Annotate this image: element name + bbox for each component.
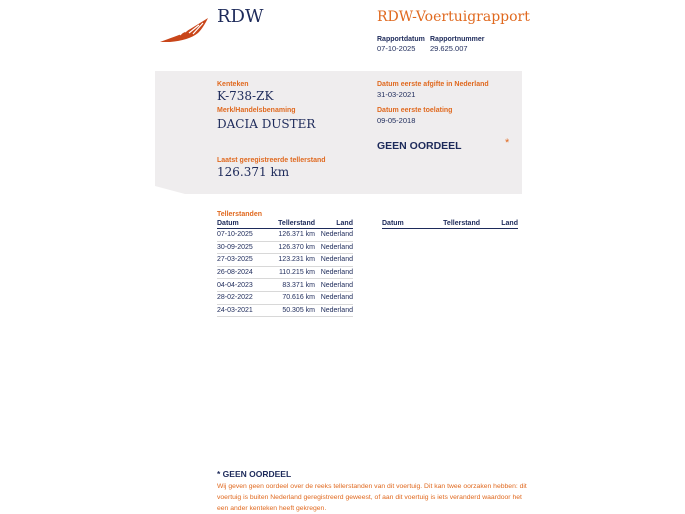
row-reading: 70.616 km	[267, 291, 315, 304]
report-number: 29.625.007	[430, 44, 468, 53]
footnote-text: Wij geven geen oordeel over de reeks tellerstanden van dit voertuig. Dit kan twee oorzaken hebben: dit voertuig is buiten Nederland geregistreerd geweest, of aan dit voertuig is iets veranderd waardoor het een ander kenteken heeft gekregen.	[217, 483, 527, 512]
row-date: 04-04-2023	[217, 279, 267, 292]
first-admission-value: 09-05-2018	[377, 116, 416, 125]
row-country: Nederland	[315, 241, 353, 254]
first-nl-value: 31-03-2021	[377, 90, 416, 99]
col-date: Datum	[382, 220, 432, 229]
row-country: Nederland	[315, 304, 353, 317]
report-title: RDW-Voertuigrapport	[377, 9, 530, 25]
row-country: Nederland	[315, 266, 353, 279]
report-date-label: Rapportdatum	[377, 36, 425, 43]
table-row	[217, 266, 353, 279]
row-country: Nederland	[315, 229, 353, 242]
row-date: 27-03-2025	[217, 254, 267, 267]
row-country: Nederland	[315, 254, 353, 267]
col-country: Land	[315, 220, 353, 229]
rdw-logo-icon	[158, 16, 210, 44]
row-reading: 110.215 km	[267, 266, 315, 279]
row-date: 28-02-2022	[217, 291, 267, 304]
row-date: 07-10-2025	[217, 229, 267, 242]
row-reading: 50.305 km	[267, 304, 315, 317]
row-reading: 123.231 km	[267, 254, 315, 267]
last-odo-label: Laatst geregistreerde tellerstand	[217, 157, 326, 164]
row-country: Nederland	[315, 279, 353, 292]
col-date: Datum	[217, 220, 267, 229]
make-label: Merk/Handelsbenaming	[217, 107, 296, 114]
report-date: 07-10-2025	[377, 44, 416, 53]
first-admission-label: Datum eerste toelating	[377, 107, 453, 114]
col-reading: Tellerstand	[267, 220, 315, 229]
table-header-row	[382, 220, 518, 229]
plate-value: K-738-ZK	[217, 89, 274, 103]
table-header-row	[217, 220, 353, 229]
row-date: 24-03-2021	[217, 304, 267, 317]
brand-name: RDW	[217, 6, 264, 27]
verdict: GEEN OORDEEL	[377, 140, 462, 152]
footnote-title: * GEEN OORDEEL	[217, 469, 292, 479]
last-odo-value: 126.371 km	[217, 165, 290, 179]
table-row	[217, 279, 353, 292]
panel-notch	[155, 186, 185, 194]
first-nl-label: Datum eerste afgifte in Nederland	[377, 81, 489, 88]
table-row	[217, 291, 353, 304]
odometer-table	[217, 220, 353, 317]
report-number-label: Rapportnummer	[430, 36, 485, 43]
odometer-section-title: Tellerstanden	[217, 211, 262, 218]
table-row	[217, 229, 353, 242]
table-row	[217, 241, 353, 254]
row-reading: 126.370 km	[267, 241, 315, 254]
col-reading: Tellerstand	[432, 220, 480, 229]
plate-label: Kenteken	[217, 81, 249, 88]
table-row	[217, 304, 353, 317]
make-value: DACIA DUSTER	[217, 117, 316, 131]
row-date: 26-08-2024	[217, 266, 267, 279]
vehicle-panel	[155, 71, 522, 194]
row-country: Nederland	[315, 291, 353, 304]
verdict-asterisk: *	[505, 137, 510, 149]
row-reading: 126.371 km	[267, 229, 315, 242]
col-country: Land	[480, 220, 518, 229]
row-reading: 83.371 km	[267, 279, 315, 292]
odometer-table-right	[382, 220, 518, 229]
row-date: 30-09-2025	[217, 241, 267, 254]
table-row	[217, 254, 353, 267]
